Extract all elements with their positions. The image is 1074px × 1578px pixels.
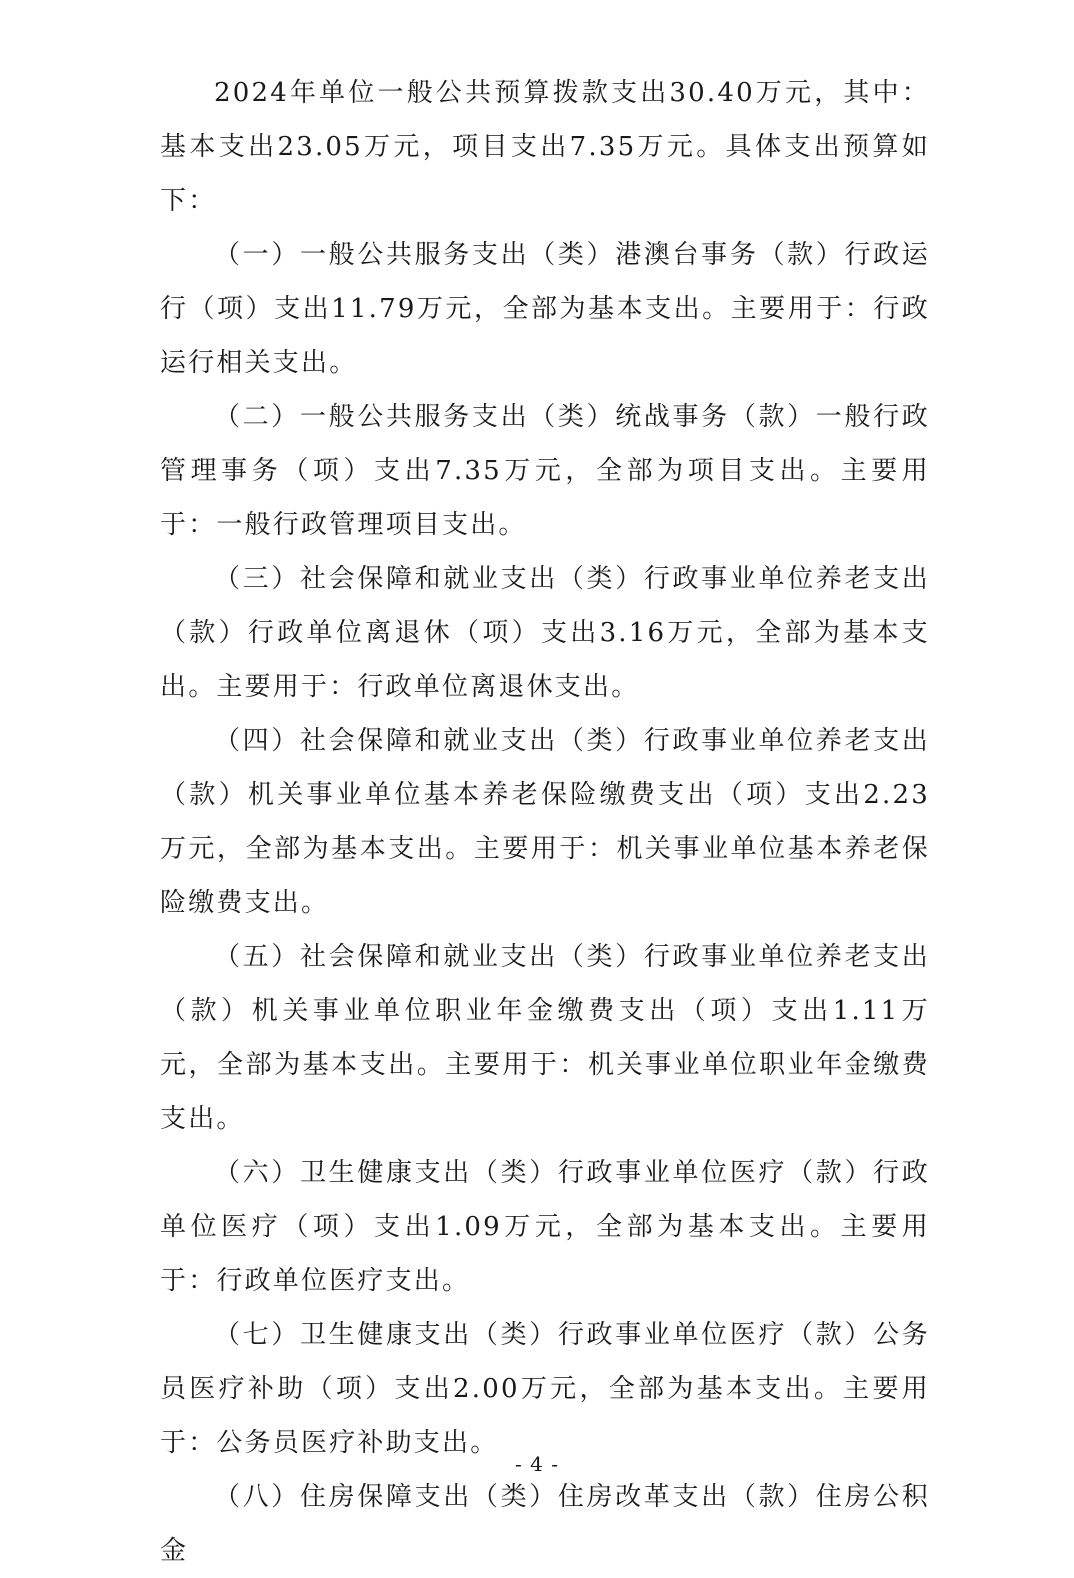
document-body: [160, 66, 930, 1578]
paragraph-item-4: （四）社会保障和就业支出（类）行政事业单位养老支出（款）机关事业单位基本养老保险缴费支出（项）支出2.23万元，全部为基本支出。主要用于：机关事业单位基本养老保险缴费支出。: [160, 726, 930, 918]
paragraph-item-6: （六）卫生健康支出（类）行政事业单位医疗（款）行政单位医疗（项）支出1.09万元，全部为基本支出。主要用于：行政单位医疗支出。: [160, 1158, 930, 1296]
paragraph-item-7: （七）卫生健康支出（类）行政事业单位医疗（款）公务员医疗补助（项）支出2.00万元，全部为基本支出。主要用于：公务员医疗补助支出。: [160, 1320, 930, 1458]
paragraph-item-2: （二）一般公共服务支出（类）统战事务（款）一般行政管理事务（项）支出7.35万元，全部为项目支出。主要用于：一般行政管理项目支出。: [160, 402, 930, 540]
paragraph-intro: 2024年单位一般公共预算拨款支出30.40万元，其中：基本支出23.05万元，项目支出7.35万元。具体支出预算如下：: [160, 78, 930, 216]
paragraph-item-8: （八）住房保障支出（类）住房改革支出（款）住房公积金: [160, 1482, 930, 1566]
paragraph-item-3: （三）社会保障和就业支出（类）行政事业单位养老支出（款）行政单位离退休（项）支出3.16万元，全部为基本支出。主要用于：行政单位离退休支出。: [160, 564, 930, 702]
paragraph-item-5: （五）社会保障和就业支出（类）行政事业单位养老支出（款）机关事业单位职业年金缴费支出（项）支出1.11万元，全部为基本支出。主要用于：机关事业单位职业年金缴费支出。: [160, 942, 930, 1134]
paragraph-item-1: （一）一般公共服务支出（类）港澳台事务（款）行政运行（项）支出11.79万元，全部为基本支出。主要用于：行政运行相关支出。: [160, 240, 930, 378]
page-number: - 4 -: [515, 1452, 559, 1476]
